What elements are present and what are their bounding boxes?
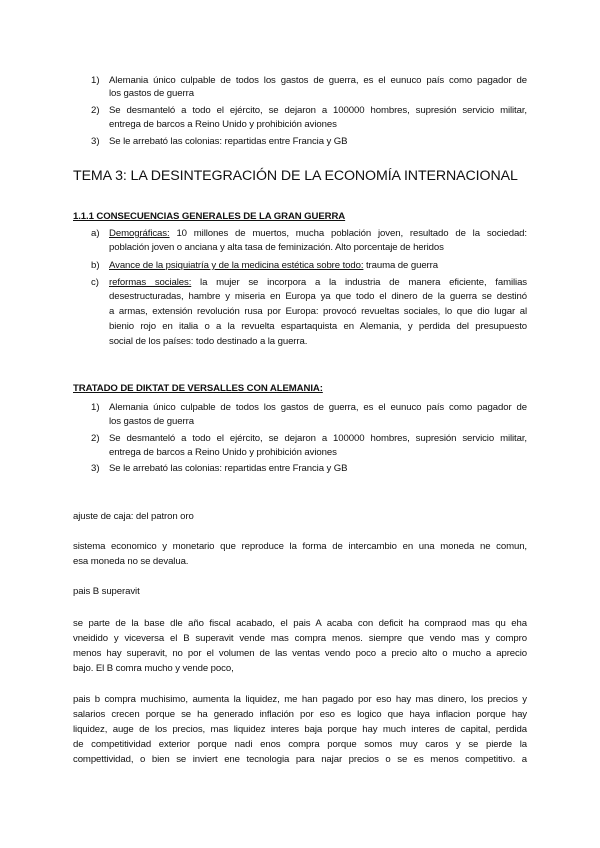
list-item-line: población joven o anciana y alta tasa de feminización. Alto porcentaje de heridos xyxy=(109,242,444,253)
list-item-line: social de los países: todo destinado a la guerra. xyxy=(109,336,308,347)
sistema-line: sistema economico y monetario que reproduce la forma de intercambio en una moneda ne comun, xyxy=(73,541,527,552)
pais-b-line: pais B superavit xyxy=(73,586,140,597)
list-marker: a) xyxy=(91,228,100,239)
page-title: TEMA 3: LA DESINTEGRACIÓN DE LA ECONOMÍA INTERNACIONAL xyxy=(73,168,518,184)
list-item-line: Se le arrebató las colonias: repartidas entre Francia y GB xyxy=(109,463,348,474)
list-item-line: los gastos de guerra xyxy=(109,88,194,99)
list-item-line: a armas, extensión revolución rusa por Europa: provocó revueltas sociales, lo que dio lugar al xyxy=(109,306,527,317)
paragraph-line: bajo. El B comra mucho y vende poco, xyxy=(73,663,234,674)
item-text: trauma de guerra xyxy=(363,260,438,271)
paragraph-line: compettividad, o bien se inviert ene tecnologia para najar precios o se es menos competitivo. a xyxy=(73,754,527,765)
list-number: 3) xyxy=(91,463,100,474)
list-number: 3) xyxy=(91,136,100,147)
list-number: 1) xyxy=(91,402,100,413)
list-number: 1) xyxy=(91,75,100,86)
list-item-line: Alemania único culpable de todos los gastos de guerra, es el eunuco país como pagador de xyxy=(109,75,527,86)
list-item-line: Se le arrebató las colonias: repartidas entre Francia y GB xyxy=(109,136,348,147)
list-item-line: entrega de barcos a Reino Unido y prohibición aviones xyxy=(109,119,337,130)
paragraph-line: pais b compra muchisimo, aumenta la liquidez, me han pagado por eso hay mas dinero, los precios y xyxy=(73,694,527,705)
list-item-line xyxy=(109,276,527,289)
list-marker: b) xyxy=(91,260,100,271)
item-text: la mujer se incorpora a la industria de manera eficiente, familias xyxy=(191,277,528,288)
list-number: 2) xyxy=(91,433,100,444)
list-item-line: los gastos de guerra xyxy=(109,416,194,427)
list-item-line: desestructuradas, hambre y miseria en Europa ya que todo el dinero de la guerra se destinó xyxy=(109,291,527,302)
tratado-heading: TRATADO DE DIKTAT DE VERSALLES CON ALEMANIA: xyxy=(73,383,323,394)
list-item-line: Alemania único culpable de todos los gastos de guerra, es el eunuco país como pagador de xyxy=(109,402,527,413)
paragraph-line: de competitividad exterior porque nadi enos compra porque somos muy caros y se pierde la xyxy=(73,739,527,750)
section-heading: 1.1.1 CONSECUENCIAS GENERALES DE LA GRAN GUERRA xyxy=(73,211,346,222)
ajuste-line: ajuste de caja: del patron oro xyxy=(73,511,194,522)
item-label: reformas sociales: xyxy=(109,277,192,288)
item-text: 10 millones de muertos, mucha población joven, resultado de la sociedad: xyxy=(169,228,527,239)
item-label: Avance de la psiquiatría y de la medicina estética sobre todo: xyxy=(109,260,364,271)
paragraph-line: se parte de la base dle año fiscal acabado, el pais A acaba con deficit ha compraod mas qu eha xyxy=(73,618,527,629)
paragraph-line: salarios crecen porque se ha generado inflación por eso es logico que haya inflacion porque hay xyxy=(73,709,527,720)
list-item-line xyxy=(109,227,527,240)
list-item-line: Se desmanteló a todo el ejército, se dejaron a 100000 hombres, supresión servicio militar, xyxy=(109,105,527,116)
list-item-line: Se desmanteló a todo el ejército, se dejaron a 100000 hombres, supresión servicio militar, xyxy=(109,433,527,444)
list-item-line: entrega de barcos a Reino Unido y prohibición aviones xyxy=(109,447,337,458)
list-item-line xyxy=(109,259,438,272)
list-number: 2) xyxy=(91,105,100,116)
paragraph-line: menos hay superavit, no por el volumen de las ventas vendo poco a precio alto o mucho a aprecio xyxy=(73,648,527,659)
paragraph-line: liquidez, auge de los precios, mas liquidez interes baja porque hay much interes de capital, perdida xyxy=(73,724,527,735)
sistema-line: esa moneda no se devalua. xyxy=(73,556,189,567)
list-item-line: bienio rojo en italia o a la revuelta espartaquista en Alemania, y perdida del presupuesto xyxy=(109,321,527,332)
item-label: Demográficas: xyxy=(109,228,170,239)
paragraph-line: vneidido y viceversa el B superavit vende mas compra menos. siempre que vendo mas y compro xyxy=(73,633,527,644)
list-marker: c) xyxy=(91,277,99,288)
